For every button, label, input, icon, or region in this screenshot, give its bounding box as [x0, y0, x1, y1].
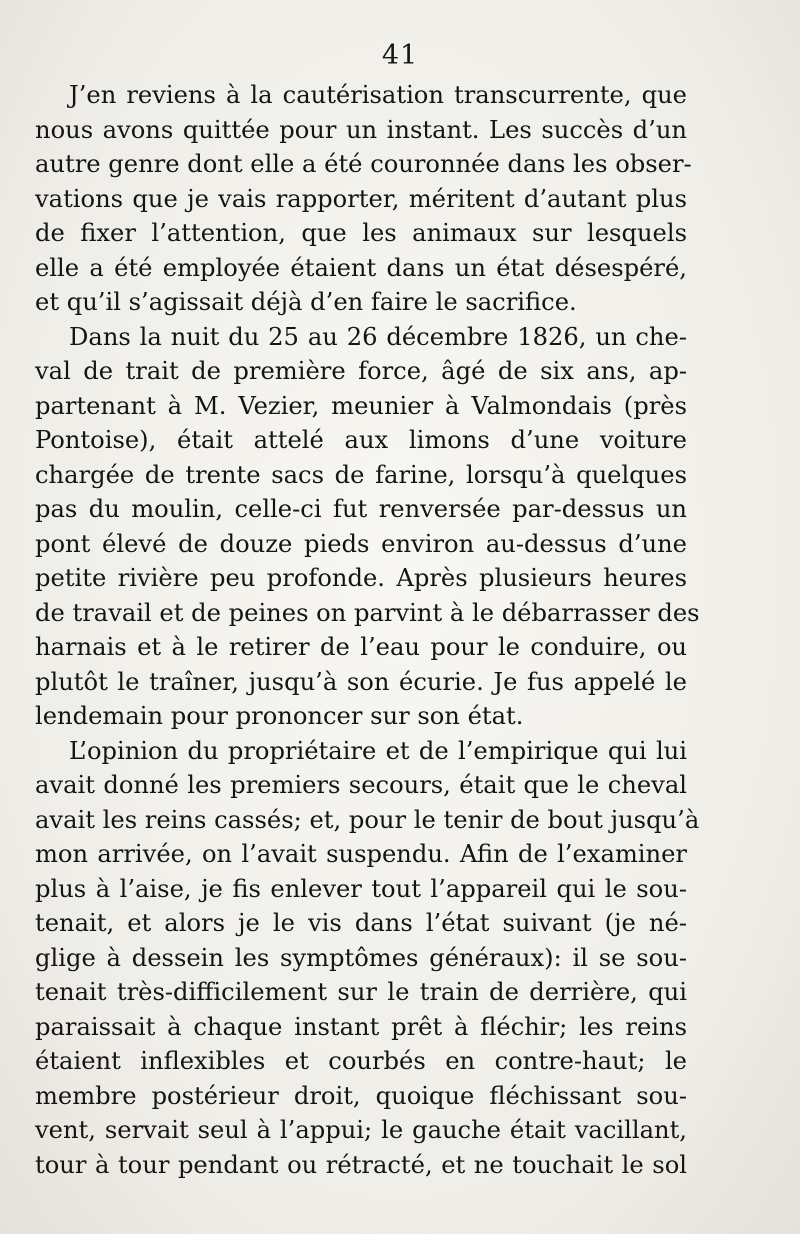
text-line: tenait, et alors je le vis dans l’état suivant (je né-	[35, 909, 687, 937]
text-line: autre genre dont elle a été couronnée dans les obser-	[35, 150, 692, 178]
text-line: avait donné les premiers secours, était que le cheval	[35, 771, 687, 799]
page-body	[35, 78, 700, 1182]
text-line: tour à tour pendant ou rétracté, et ne touchait le sol	[35, 1150, 687, 1179]
text-line: L’opinion du propriétaire et de l’empirique qui lui	[69, 736, 687, 765]
text-line: vations que je vais rapporter, méritent d’autant plus	[35, 184, 687, 213]
page-number: 41	[381, 40, 419, 71]
text-line: pont élevé de douze pieds environ au-dessus d’une	[35, 529, 687, 558]
text-line: plutôt le traîner, jusqu’à son écurie. Je fus appelé le	[35, 667, 687, 696]
text-line: chargée de trente sacs de farine, lorsqu’à quelques	[35, 460, 687, 489]
text-line: membre postérieur droit, quoique fléchissant sou-	[35, 1081, 687, 1110]
text-line: partenant à M. Vezier, meunier à Valmondais (près	[35, 391, 687, 420]
text-line: mon arrivée, on l’avait suspendu. Afin de l’examiner	[35, 840, 687, 868]
text-line: Pontoise), était attelé aux limons d’une voiture	[35, 426, 687, 454]
text-line: de travail et de peines on parvint à le débarrasser des	[35, 598, 700, 627]
text-line: harnais et à le retirer de l’eau pour le conduire, ou	[35, 633, 687, 661]
text-line: J’en reviens à la cautérisation transcurrente, que	[69, 81, 687, 109]
text-line: plus à l’aise, je fis enlever tout l’appareil qui le sou-	[35, 874, 687, 903]
text-line: elle a été employée étaient dans un état désespéré,	[35, 253, 687, 282]
text-line: val de trait de première force, âgé de six ans, ap-	[35, 357, 687, 385]
text-line: Dans la nuit du 25 au 26 décembre 1826, un che-	[69, 322, 687, 351]
text-line: pas du moulin, celle-ci fut renversée par-dessus un	[35, 495, 687, 523]
text-line: avait les reins cassés; et, pour le tenir de bout jusqu’à	[35, 805, 700, 834]
text-line: paraissait à chaque instant prêt à fléchir; les reins	[35, 1012, 687, 1041]
text-line: petite rivière peu profonde. Après plusieurs heures	[35, 564, 687, 592]
text-line: tenait très-difficilement sur le train de derrière, qui	[35, 978, 687, 1006]
text-line: vent, servait seul à l’appui; le gauche était vacillant,	[35, 1116, 687, 1144]
text-line: et qu’il s’agissait déjà d’en faire le sacrifice.	[35, 288, 577, 316]
text-line: étaient inflexibles et courbés en contre-haut; le	[35, 1047, 687, 1075]
text-line: glige à dessein les symptômes généraux): il se sou-	[35, 943, 687, 972]
text-line: lendemain pour prononcer sur son état.	[35, 702, 524, 730]
text-line: nous avons quittée pour un instant. Les succès d’un	[35, 115, 687, 144]
text-line: de fixer l’attention, que les animaux sur lesquels	[35, 219, 687, 247]
